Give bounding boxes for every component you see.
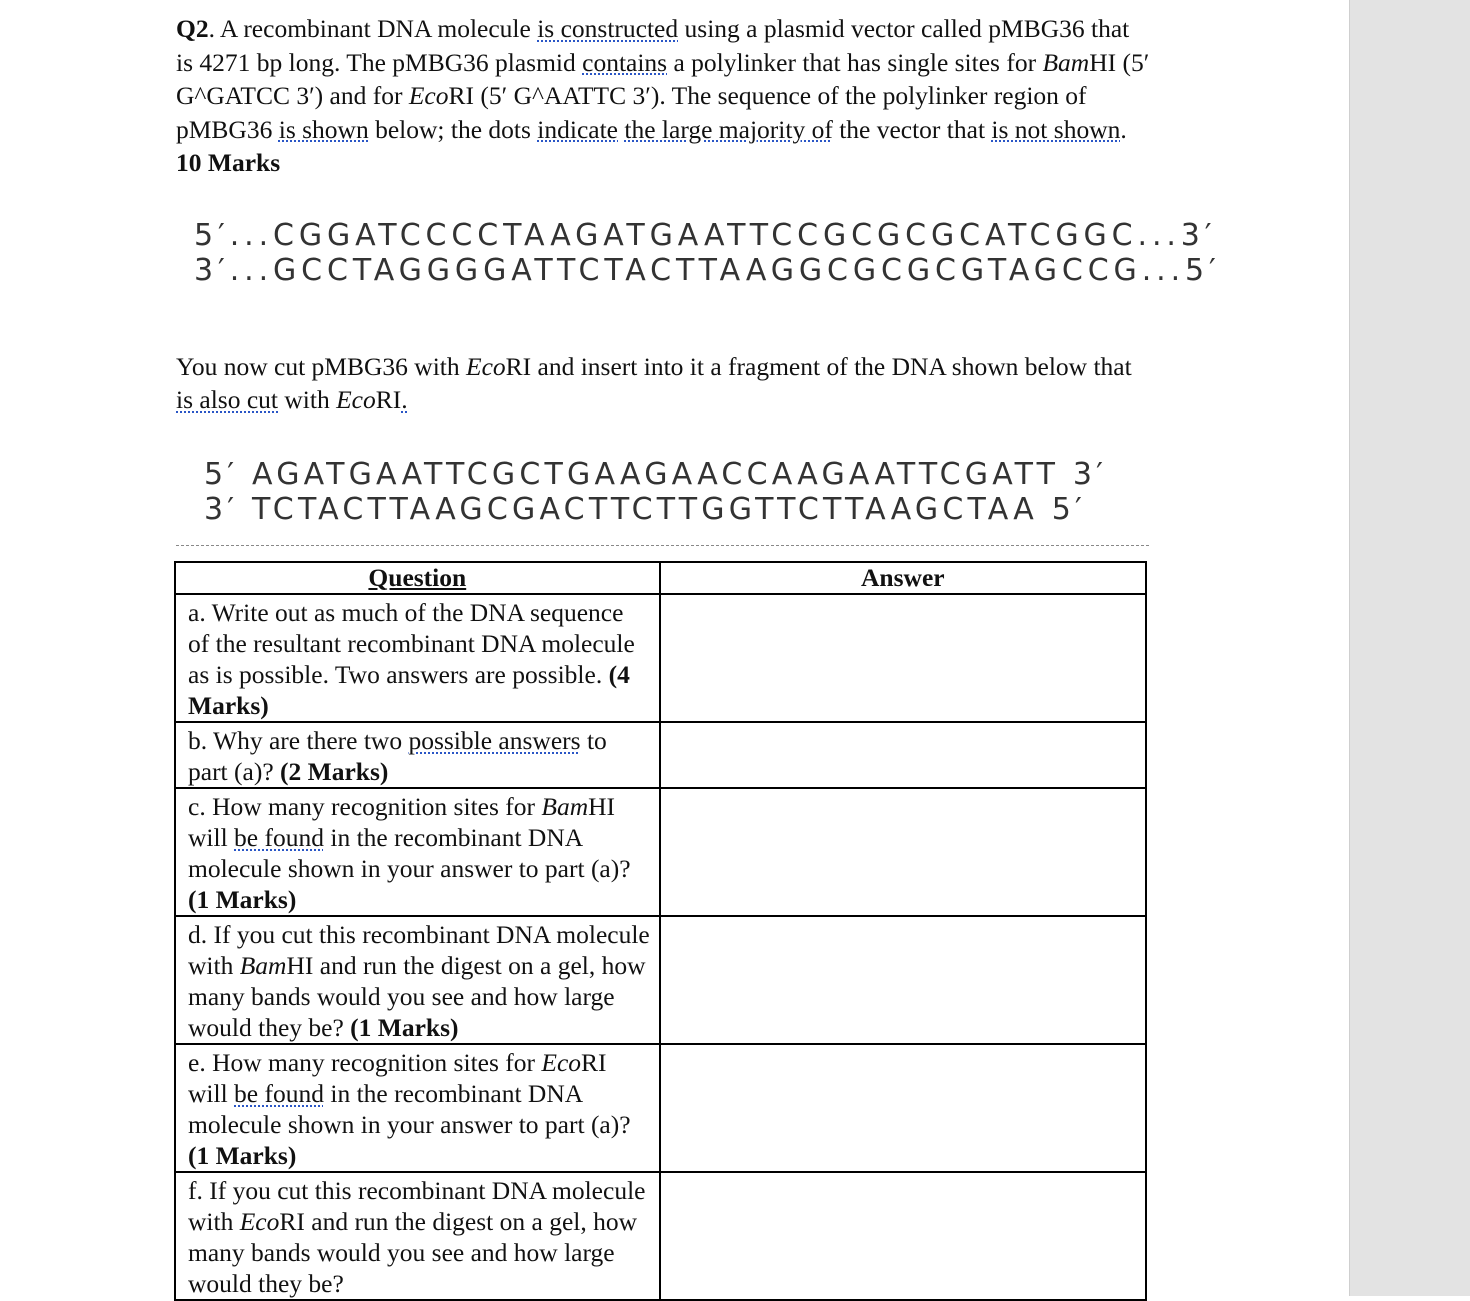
table-row xyxy=(175,722,1146,788)
question-number: Q2 xyxy=(176,14,209,43)
question-c: c. How many recognition sites for BamHI will be found in the recombinant DNA molecule shown in your answer to part (a)? (1 Marks) xyxy=(175,788,660,916)
answer-b-cell[interactable] xyxy=(660,722,1146,788)
question-column-header: Question xyxy=(175,562,660,594)
table-row xyxy=(175,788,1146,916)
answer-a-cell[interactable] xyxy=(660,594,1146,722)
table-row xyxy=(175,1044,1146,1172)
fragment-bottom-strand: 3′ TCTACTTAAGCGACTTCTTGGTTCTTAAGCTAA 5′ xyxy=(204,491,1087,527)
polylinker-bottom-strand: 3′...GCCTAGGGGATTCTACTTAAGGCGCGCGTAGCCG...5′ xyxy=(194,252,1221,288)
total-marks: 10 Marks xyxy=(176,148,281,177)
table-header-row xyxy=(175,562,1146,594)
answer-column-header: Answer xyxy=(660,562,1146,594)
question-b: b. Why are there two possible answers to part (a)? (2 Marks) xyxy=(175,722,660,788)
answer-c-cell[interactable] xyxy=(660,788,1146,916)
section-divider xyxy=(176,545,1149,546)
table-row xyxy=(175,916,1146,1044)
fragment-top-strand: 5′ AGATGAATTCGCTGAAGAACCAAGAATTCGATT 3′ xyxy=(204,456,1108,492)
polylinker-top-strand: 5′...CGGATCCCCTAAGATGAATTCCGCGCGCATCGGC...3′ xyxy=(194,217,1217,253)
question-f: f. If you cut this recombinant DNA molecule with EcoRI and run the digest on a gel, how many bands would you see and how large would they be? xyxy=(175,1172,660,1300)
polylinker-sequence xyxy=(194,217,1221,288)
fragment-sequence xyxy=(204,457,1151,527)
question-answer-table xyxy=(174,561,1147,1301)
insert-instructions: You now cut pMBG36 with EcoRI and insert into it a fragment of the DNA shown below that is also cut with EcoRI. xyxy=(176,351,1132,414)
document-page xyxy=(176,12,1221,546)
question-intro: Q2. A recombinant DNA molecule is constructed using a plasmid vector called pMBG36 that is 4271 bp long. The pMBG36 plasmid contains a polylinker that has single sites for BamHI (5′ G^GATCC 3′) and for EcoRI (5′ G^AATTC 3′). The sequence of the polylinker region of pMBG36 is shown below; the dots indicate the large majority of the vector that is not shown. 10 Marks xyxy=(176,14,1150,177)
answer-d-cell[interactable] xyxy=(660,916,1146,1044)
table-row xyxy=(175,594,1146,722)
question-e: e. How many recognition sites for EcoRI will be found in the recombinant DNA molecule shown in your answer to part (a)? (1 Marks) xyxy=(175,1044,660,1172)
table-row xyxy=(175,1172,1146,1300)
question-d: d. If you cut this recombinant DNA molecule with BamHI and run the digest on a gel, how many bands would you see and how large would they be? (1 Marks) xyxy=(175,916,660,1044)
question-a: a. Write out as much of the DNA sequence of the resultant recombinant DNA molecule as is possible. Two answers are possible. (4 Marks) xyxy=(175,594,660,722)
right-gutter xyxy=(1349,0,1470,1296)
answer-f-cell[interactable] xyxy=(660,1172,1146,1300)
answer-e-cell[interactable] xyxy=(660,1044,1146,1172)
